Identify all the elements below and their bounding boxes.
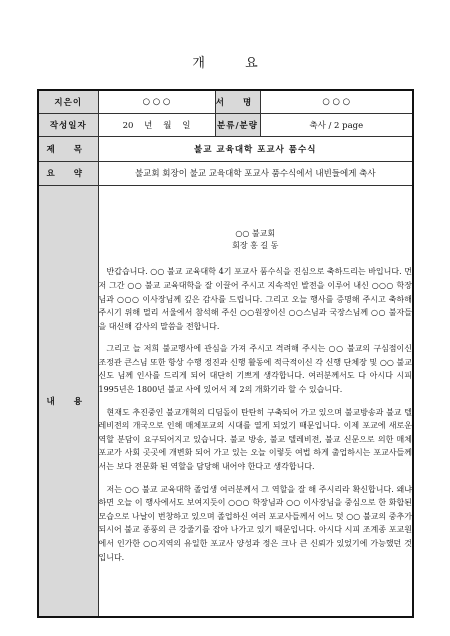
- paragraph: 현재도 추진중인 불교개혁의 디딤돌이 탄탄히 구축되어 가고 있으며 불교방송과 불교 텔레비전의 개국으로 인해 매체포교의 시대를 열게 되었기 때문입니다. 이제 포교에 새로운 역할 분담이 요구되어지고 있습니다. 불교 방송, 불교 텔레비전, 불교 신문으로 의한 매체포교가 사회 곳곳에 개변화 되어 가고 있는 오늘 이렇듯 여법 하게 출업하시는 포교사들께서는 보다 전문화 된 역할을 담당해 내어야 한다고 생각합니다.: [98, 407, 412, 472]
- sender-block: [99, 228, 413, 252]
- content-label: 내 용: [38, 185, 98, 617]
- subject-value: 불교 교육대학 포교사 품수식: [98, 136, 413, 161]
- paragraph: 그리고 늘 저희 불교행사에 관심을 가져 주시고 격려해 주시는 ○○ 불교의 구심점이신 조정관 큰스님 또한 항상 수행 정진과 신행 활동에 적극적이신 각 신행 단체장 및 ○○ 불교 신도 님께 인사를 드리게 되어 대단히 기쁘게 생각합니다. 여러분께서도 다 아시다 시피 1995년은 1800년 불교 사에 있어서 제 2의 개화기라 할 수 있습니다.: [98, 344, 412, 395]
- sender-name: 회장 홍 길 동: [232, 241, 279, 251]
- row-summary: [38, 161, 413, 185]
- paragraph: 저는 ○○ 불교 교육대학 졸업생 여러분께서 그 역할을 잘 해 주시리라 확신합니다. 왜냐하면 오늘 이 행사에서도 보여지듯이 ○○○ 학장님과 ○○ 이사장님을 중심으로 한 화합된 모습으로 나날이 번창하고 있으며 졸업하신 여러 포교사들께서 어느 덧 ○○ 불교의 중추가 되시어 불교 종풍의 큰 강줄기를 잡아 나가고 있기 때문입니다. 아시다 시피 조계종 포교원에서 인가한 ○○지역의 유일한 포교사 양성과 정은 크나 큰 신뢰가 있었기에 가능했던 것입니다.: [98, 484, 412, 562]
- summary-value: 불교회 회장이 불교 교육대학 포교사 품수식에서 내빈들에게 축사: [98, 161, 413, 185]
- name-value: ○ ○ ○: [260, 90, 413, 113]
- row-subject: [38, 136, 413, 161]
- date-label: 작성일자: [38, 113, 98, 136]
- summary-label: 요 약: [38, 161, 98, 185]
- row-author: [38, 90, 413, 113]
- name-label: 서 명: [215, 90, 260, 113]
- subject-label: 제 목: [38, 136, 98, 161]
- paragraph: 반갑습니다. ○○ 불교 교육대학 4기 포교사 품수식을 진심으로 축하드리는 바입니다. 먼저 그간 ○○ 불교 교육대학을 잘 이끌어 주시고 지속적인 발전을 이루어 내신 ○○○ 학장님과 ○○○ 이사장님께 깊은 감사를 드립니다. 그리고 오늘 행사를 증명해 주시고 축하해 주시기 위해 멀리 서울에서 참석해 주신 ○○원장이신 ○○스님과 국장스님께 ○○ 불자들을 대신해 감사의 말씀을 전합니다.: [98, 267, 412, 331]
- row-content: [38, 185, 413, 617]
- overview-form: [37, 89, 414, 618]
- author-value: ○ ○ ○: [98, 90, 215, 113]
- row-date: [38, 113, 413, 136]
- document-title: 개 요: [192, 56, 276, 71]
- category-label: 분류/분량: [215, 113, 260, 136]
- date-value: 20 년 월 일: [98, 113, 215, 136]
- content-body: [98, 185, 413, 617]
- author-label: 지은이: [38, 90, 98, 113]
- category-value: 축사 / 2 page: [260, 113, 413, 136]
- sender-org: ○○ 불교회: [235, 229, 276, 239]
